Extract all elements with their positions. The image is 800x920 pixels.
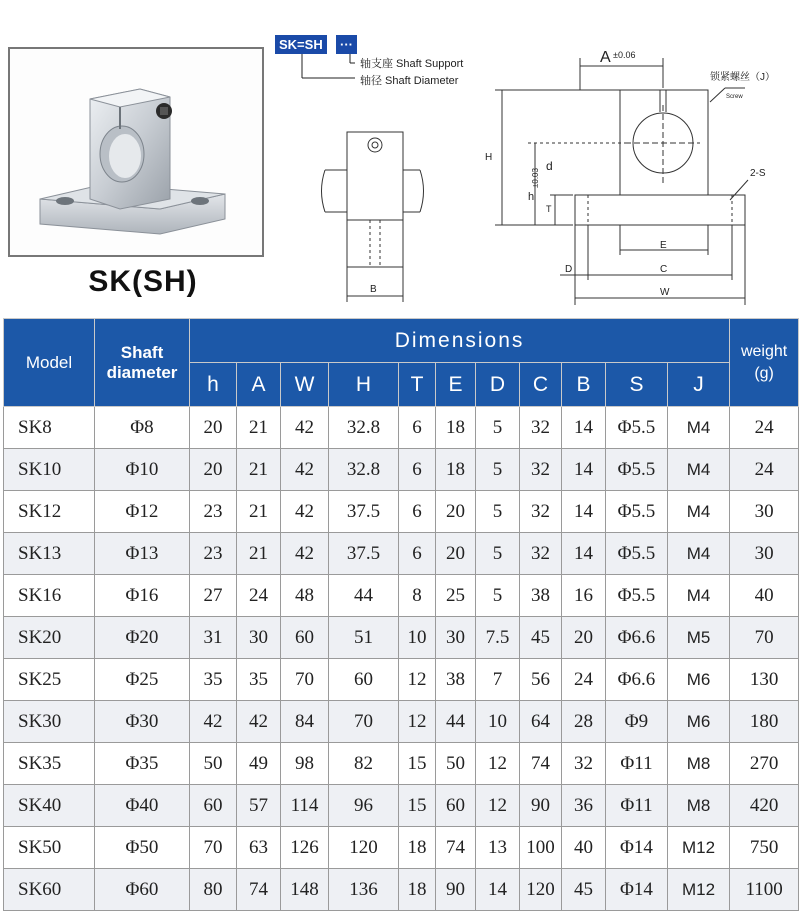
cell-t: 15	[399, 785, 436, 827]
cell-model: SK13	[4, 533, 95, 575]
cell-c: 90	[520, 785, 562, 827]
cell-c: 32	[520, 407, 562, 449]
cell-big-h: 82	[329, 743, 399, 785]
cell-a: 30	[237, 617, 281, 659]
cell-h: 70	[190, 827, 237, 869]
specifications-body	[4, 407, 799, 911]
cell-h: 27	[190, 575, 237, 617]
cell-weight: 1100	[730, 869, 799, 911]
cell-e: 18	[436, 449, 476, 491]
cell-e: 20	[436, 491, 476, 533]
cell-a: 21	[237, 533, 281, 575]
cell-t: 6	[399, 449, 436, 491]
cell-d: 5	[476, 575, 520, 617]
table-row	[4, 659, 799, 701]
cell-s: Φ5.5	[606, 449, 668, 491]
product-photo	[8, 47, 264, 257]
cell-model: SK60	[4, 869, 95, 911]
cell-w: 60	[281, 617, 329, 659]
cell-j: M12	[668, 869, 730, 911]
cell-t: 12	[399, 659, 436, 701]
cell-b: 20	[562, 617, 606, 659]
header-col-big-h: H	[329, 363, 399, 407]
cell-big-h: 32.8	[329, 407, 399, 449]
header-shaft-line2: diameter	[106, 362, 178, 382]
header-col-a: A	[237, 363, 281, 407]
cell-model: SK12	[4, 491, 95, 533]
screw-label-cn: 锁紧螺丝（J）	[710, 72, 775, 83]
cell-weight: 130	[730, 659, 799, 701]
cell-d: 5	[476, 449, 520, 491]
cell-w: 126	[281, 827, 329, 869]
cell-w: 42	[281, 533, 329, 575]
table-row	[4, 575, 799, 617]
cell-big-h: 51	[329, 617, 399, 659]
cell-d: 7	[476, 659, 520, 701]
dim-a-label: A	[600, 49, 611, 66]
header-col-e: E	[436, 363, 476, 407]
cell-e: 60	[436, 785, 476, 827]
cell-j: M4	[668, 449, 730, 491]
cell-shaft: Φ30	[95, 701, 190, 743]
cell-w: 148	[281, 869, 329, 911]
cell-d: 13	[476, 827, 520, 869]
cell-a: 57	[237, 785, 281, 827]
cell-model: SK50	[4, 827, 95, 869]
header-weight	[730, 319, 799, 407]
dim-d-label: d	[546, 159, 553, 173]
dim-s-label: 2-S	[750, 168, 766, 179]
header-col-s: S	[606, 363, 668, 407]
technical-drawing	[270, 40, 790, 310]
table-row	[4, 827, 799, 869]
table-row	[4, 617, 799, 659]
cell-a: 35	[237, 659, 281, 701]
cell-shaft: Φ25	[95, 659, 190, 701]
screw-label-en: Screw	[726, 94, 743, 100]
model-code-badge: SK=SH	[275, 35, 327, 54]
cell-s: Φ9	[606, 701, 668, 743]
cell-shaft: Φ16	[95, 575, 190, 617]
cell-shaft: Φ8	[95, 407, 190, 449]
cell-weight: 40	[730, 575, 799, 617]
cell-h: 80	[190, 869, 237, 911]
cell-t: 18	[399, 869, 436, 911]
dim-b-label: B	[370, 284, 377, 295]
cell-big-h: 96	[329, 785, 399, 827]
cell-d: 7.5	[476, 617, 520, 659]
cell-s: Φ5.5	[606, 533, 668, 575]
cell-j: M4	[668, 575, 730, 617]
cell-t: 12	[399, 701, 436, 743]
cell-c: 56	[520, 659, 562, 701]
cell-model: SK35	[4, 743, 95, 785]
dim-w-label: W	[660, 287, 670, 298]
cell-model: SK20	[4, 617, 95, 659]
dim-e-label: E	[660, 240, 667, 251]
cell-b: 24	[562, 659, 606, 701]
cell-c: 74	[520, 743, 562, 785]
cell-h: 20	[190, 449, 237, 491]
cell-big-h: 136	[329, 869, 399, 911]
cell-weight: 270	[730, 743, 799, 785]
cell-h: 23	[190, 491, 237, 533]
cell-shaft: Φ12	[95, 491, 190, 533]
dim-d-cap-label: D	[565, 264, 573, 275]
cell-e: 18	[436, 407, 476, 449]
cell-h: 23	[190, 533, 237, 575]
cell-b: 28	[562, 701, 606, 743]
cell-s: Φ5.5	[606, 407, 668, 449]
cell-w: 70	[281, 659, 329, 701]
cell-h: 50	[190, 743, 237, 785]
cell-shaft: Φ20	[95, 617, 190, 659]
dim-h-tolerance: ±0.03	[531, 168, 540, 188]
legend-shaft-support: 轴支座 Shaft Support	[360, 58, 464, 70]
cell-j: M6	[668, 659, 730, 701]
cell-model: SK10	[4, 449, 95, 491]
cell-h: 60	[190, 785, 237, 827]
cell-b: 14	[562, 407, 606, 449]
cell-c: 100	[520, 827, 562, 869]
cell-b: 14	[562, 491, 606, 533]
cell-shaft: Φ40	[95, 785, 190, 827]
cell-e: 38	[436, 659, 476, 701]
cell-j: M8	[668, 743, 730, 785]
cell-big-h: 32.8	[329, 449, 399, 491]
cell-d: 5	[476, 407, 520, 449]
header-col-j: J	[668, 363, 730, 407]
cell-big-h: 44	[329, 575, 399, 617]
cell-weight: 180	[730, 701, 799, 743]
cell-b: 40	[562, 827, 606, 869]
cell-a: 24	[237, 575, 281, 617]
table-row	[4, 869, 799, 911]
product-label: SK(SH)	[88, 265, 198, 298]
cell-j: M8	[668, 785, 730, 827]
cell-d: 14	[476, 869, 520, 911]
cell-weight: 750	[730, 827, 799, 869]
cell-model: SK25	[4, 659, 95, 701]
cell-model: SK40	[4, 785, 95, 827]
cell-weight: 30	[730, 533, 799, 575]
cell-s: Φ14	[606, 827, 668, 869]
specifications-table	[3, 318, 799, 911]
header-shaft-line1: Shaft	[120, 342, 164, 362]
table-row	[4, 743, 799, 785]
cell-h: 35	[190, 659, 237, 701]
cell-shaft: Φ50	[95, 827, 190, 869]
cell-s: Φ11	[606, 743, 668, 785]
cell-a: 21	[237, 491, 281, 533]
cell-w: 114	[281, 785, 329, 827]
cell-b: 32	[562, 743, 606, 785]
header-model: Model	[4, 319, 95, 407]
cell-s: Φ11	[606, 785, 668, 827]
dim-a-tolerance: ±0.06	[613, 50, 636, 60]
cell-d: 5	[476, 533, 520, 575]
dim-t-label: T	[546, 204, 552, 214]
header-col-t: T	[399, 363, 436, 407]
cell-weight: 420	[730, 785, 799, 827]
cell-t: 6	[399, 407, 436, 449]
cell-e: 74	[436, 827, 476, 869]
cell-d: 5	[476, 491, 520, 533]
cell-b: 36	[562, 785, 606, 827]
cell-t: 6	[399, 533, 436, 575]
cell-w: 42	[281, 491, 329, 533]
cell-e: 90	[436, 869, 476, 911]
cell-d: 10	[476, 701, 520, 743]
cell-weight: 24	[730, 449, 799, 491]
cell-model: SK8	[4, 407, 95, 449]
cell-shaft: Φ35	[95, 743, 190, 785]
header-col-w: W	[281, 363, 329, 407]
cell-e: 25	[436, 575, 476, 617]
table-row	[4, 701, 799, 743]
cell-shaft: Φ10	[95, 449, 190, 491]
cell-a: 74	[237, 869, 281, 911]
cell-c: 32	[520, 491, 562, 533]
cell-t: 8	[399, 575, 436, 617]
cell-j: M5	[668, 617, 730, 659]
cell-t: 15	[399, 743, 436, 785]
cell-c: 32	[520, 533, 562, 575]
cell-d: 12	[476, 743, 520, 785]
header-col-h: h	[190, 363, 237, 407]
cell-s: Φ5.5	[606, 575, 668, 617]
cell-b: 45	[562, 869, 606, 911]
cell-big-h: 70	[329, 701, 399, 743]
legend-shaft-diameter: 轴径 Shaft Diameter	[360, 75, 459, 87]
table-row	[4, 533, 799, 575]
cell-weight: 30	[730, 491, 799, 533]
model-suffix-badge: ···	[336, 35, 357, 54]
cell-c: 64	[520, 701, 562, 743]
cell-s: Φ6.6	[606, 659, 668, 701]
dim-h-label: H	[485, 152, 493, 163]
cell-a: 42	[237, 701, 281, 743]
cell-c: 32	[520, 449, 562, 491]
cell-e: 44	[436, 701, 476, 743]
cell-big-h: 37.5	[329, 491, 399, 533]
cell-j: M4	[668, 491, 730, 533]
cell-w: 98	[281, 743, 329, 785]
cell-shaft: Φ60	[95, 869, 190, 911]
table-row	[4, 491, 799, 533]
table-row	[4, 785, 799, 827]
cell-shaft: Φ13	[95, 533, 190, 575]
cell-w: 48	[281, 575, 329, 617]
cell-d: 12	[476, 785, 520, 827]
cell-big-h: 60	[329, 659, 399, 701]
cell-e: 30	[436, 617, 476, 659]
shaft-support-image	[10, 49, 262, 255]
header-weight-line1: weight	[740, 342, 788, 360]
front-view-base	[575, 195, 745, 225]
table-row	[4, 407, 799, 449]
header-col-c: C	[520, 363, 562, 407]
cell-model: SK30	[4, 701, 95, 743]
dim-c-label: C	[660, 264, 668, 275]
header-col-b: B	[562, 363, 606, 407]
dim-small-h-label: h	[528, 191, 535, 203]
cell-t: 10	[399, 617, 436, 659]
cell-big-h: 120	[329, 827, 399, 869]
cell-a: 63	[237, 827, 281, 869]
cell-t: 18	[399, 827, 436, 869]
cell-b: 14	[562, 533, 606, 575]
cell-a: 21	[237, 449, 281, 491]
cell-c: 45	[520, 617, 562, 659]
cell-w: 84	[281, 701, 329, 743]
cell-a: 49	[237, 743, 281, 785]
cell-c: 120	[520, 869, 562, 911]
cell-e: 50	[436, 743, 476, 785]
cell-b: 14	[562, 449, 606, 491]
cell-t: 6	[399, 491, 436, 533]
cell-b: 16	[562, 575, 606, 617]
cell-w: 42	[281, 449, 329, 491]
cell-s: Φ6.6	[606, 617, 668, 659]
cell-j: M4	[668, 407, 730, 449]
cell-e: 20	[436, 533, 476, 575]
cell-h: 42	[190, 701, 237, 743]
table-row	[4, 449, 799, 491]
cell-w: 42	[281, 407, 329, 449]
cell-c: 38	[520, 575, 562, 617]
header-shaft-diameter	[95, 319, 190, 407]
cell-a: 21	[237, 407, 281, 449]
cell-weight: 70	[730, 617, 799, 659]
cell-j: M6	[668, 701, 730, 743]
cell-j: M4	[668, 533, 730, 575]
cell-h: 20	[190, 407, 237, 449]
cell-model: SK16	[4, 575, 95, 617]
header-col-d: D	[476, 363, 520, 407]
cell-j: M12	[668, 827, 730, 869]
header-dimensions: Dimensions	[190, 319, 730, 363]
cell-s: Φ14	[606, 869, 668, 911]
cell-h: 31	[190, 617, 237, 659]
cell-weight: 24	[730, 407, 799, 449]
header-weight-line2: (g)	[754, 364, 774, 382]
cell-s: Φ5.5	[606, 491, 668, 533]
cell-big-h: 37.5	[329, 533, 399, 575]
